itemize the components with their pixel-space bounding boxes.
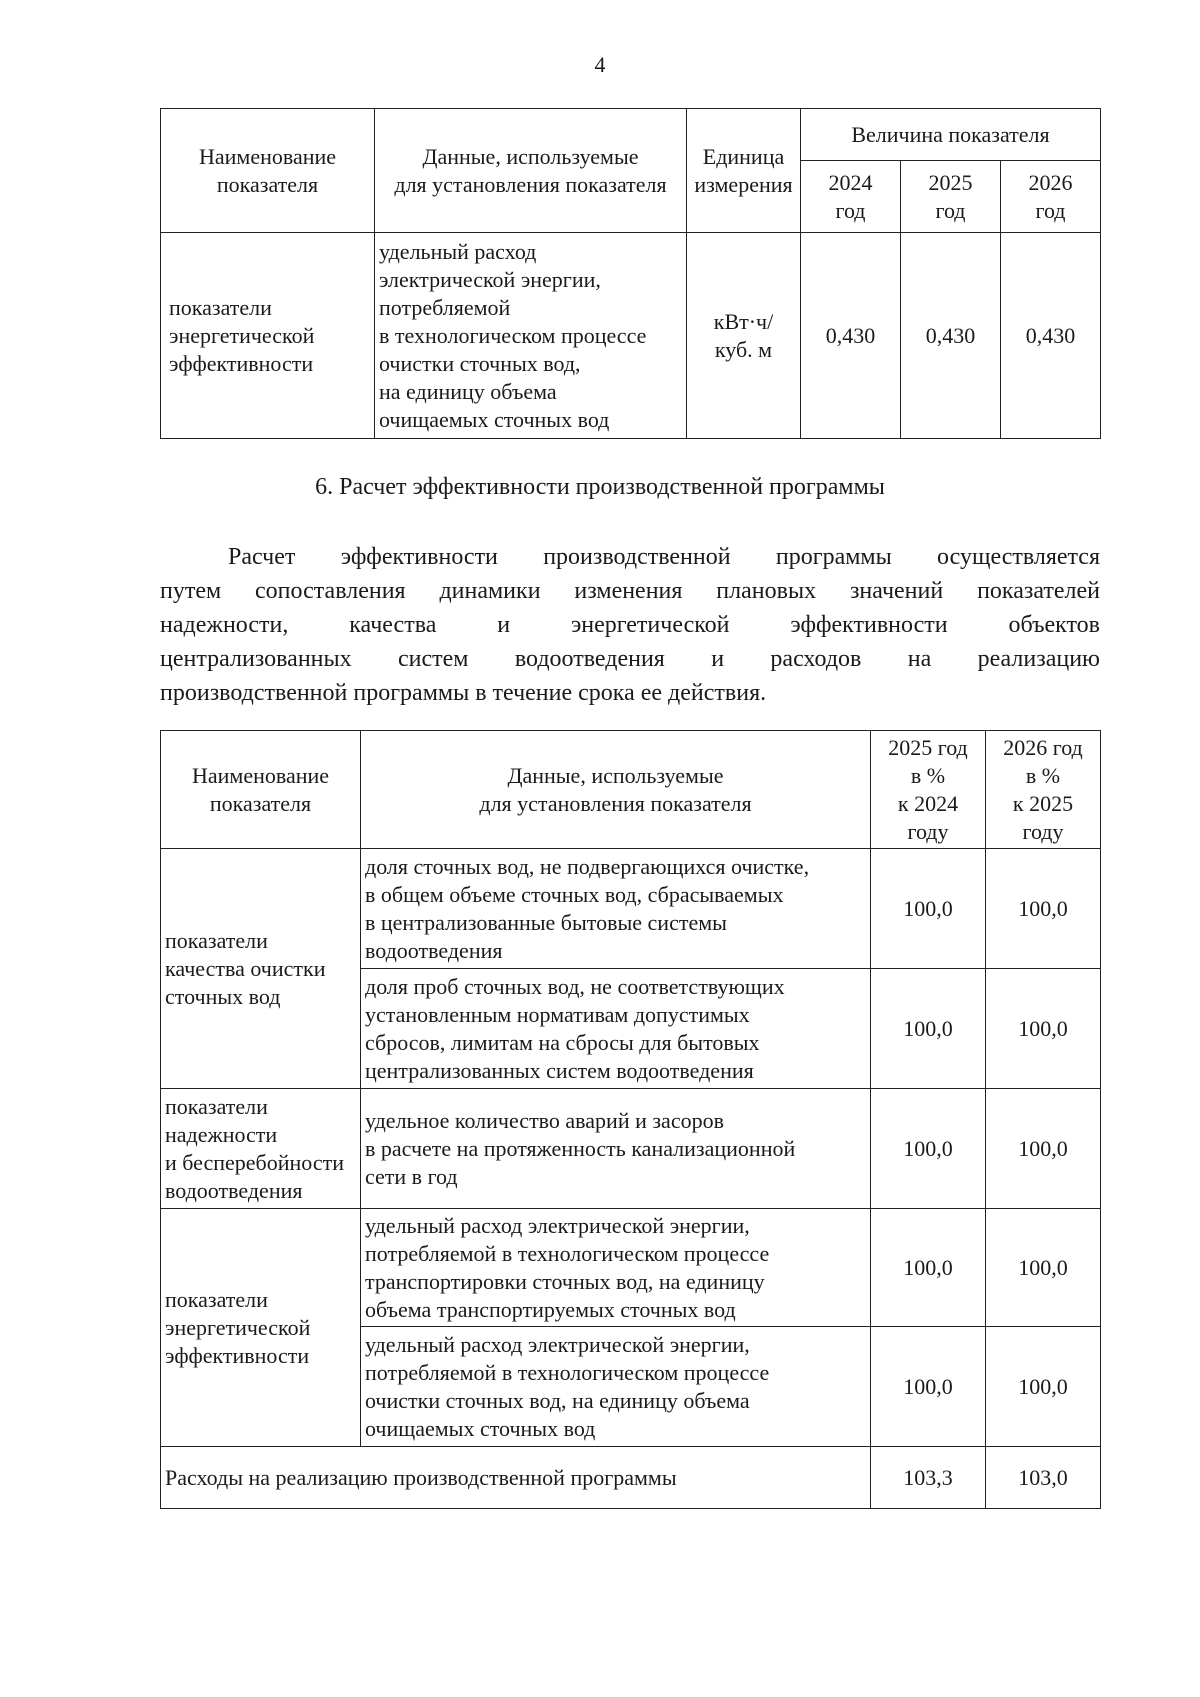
header-year-2025: 2025 год — [901, 161, 1001, 233]
header-indicator-value: Величина показателя — [801, 109, 1101, 161]
total-label: Расходы на реализацию производственной программы — [161, 1447, 871, 1509]
header-2025-vs-2024: 2025 год в % к 2024 году — [871, 731, 986, 849]
value-2025: 100,0 — [871, 849, 986, 969]
row-source-data: удельный расход электрической энергии, потребляемой в технологическом процессе транспортировки сточных вод, на единицу объема транспортируемых сточных вод — [361, 1209, 871, 1327]
value-2026: 100,0 — [986, 1089, 1101, 1209]
group-quality-name: показатели качества очистки сточных вод — [161, 849, 361, 1089]
value-2026: 100,0 — [986, 969, 1101, 1089]
row-source-data: удельный расход электрической энергии, потребляемой в технологическом процессе очистки сточных вод, на единицу объема очищаемых сточных вод — [361, 1327, 871, 1447]
table-row-total — [161, 1447, 1101, 1509]
value-2025: 100,0 — [871, 1209, 986, 1327]
header-year-2024: 2024 год — [801, 161, 901, 233]
value-2025: 100,0 — [871, 969, 986, 1089]
row-source-data: доля проб сточных вод, не соответствующих установленным нормативам допустимых сбросов, лимитам на сбросы для бытовых централизованных систем водоотведения — [361, 969, 871, 1089]
program-efficiency-table — [160, 730, 1101, 1509]
value-2026: 100,0 — [986, 1327, 1101, 1447]
section-heading: 6. Расчет эффективности производственной программы — [315, 474, 885, 500]
header-source-data: Данные, используемые для установления показателя — [361, 731, 871, 849]
header-indicator-name: Наименование показателя — [161, 731, 361, 849]
value-2025: 100,0 — [871, 1089, 986, 1209]
group-reliability-name: показатели надежности и бесперебойности водоотведения — [161, 1089, 361, 1209]
value-2024: 0,430 — [801, 233, 901, 439]
header-year-2026: 2026 год — [1001, 161, 1101, 233]
value-2026: 100,0 — [986, 849, 1101, 969]
header-unit: Единица измерения — [687, 109, 801, 233]
table-row — [161, 1209, 1101, 1327]
table-row — [161, 1089, 1101, 1209]
section-paragraph: Расчет эффективности производственной программы осуществляется путем сопоставления динамики изменения плановых значений показателей надежности, качества и энергетической эффективности объектов централизованных систем водоотведения и расходов на реализацию производственной программы в течение срока ее действия. — [160, 544, 1100, 706]
row-source-data: удельное количество аварий и засоров в расчете на протяженность канализационной сети в год — [361, 1089, 871, 1209]
value-2026: 100,0 — [986, 1209, 1101, 1327]
value-2025: 103,3 — [871, 1447, 986, 1509]
indicator-name: показатели энергетической эффективности — [161, 233, 375, 439]
header-source-data: Данные, используемые для установления показателя — [375, 109, 687, 233]
header-indicator-name: Наименование показателя — [161, 109, 375, 233]
value-2026: 103,0 — [986, 1447, 1101, 1509]
header-2026-vs-2025: 2026 год в % к 2025 году — [986, 731, 1101, 849]
indicator-source-data: удельный расход электрической энергии, потребляемой в технологическом процессе очистки сточных вод, на единицу объема очищаемых сточных вод — [375, 233, 687, 439]
indicator-unit: кВт·ч/ куб. м — [687, 233, 801, 439]
energy-efficiency-table — [160, 108, 1101, 439]
value-2025: 100,0 — [871, 1327, 986, 1447]
group-energy-name: показатели энергетической эффективности — [161, 1209, 361, 1447]
row-source-data: доля сточных вод, не подвергающихся очистке, в общем объеме сточных вод, сбрасываемых в централизованные бытовые системы водоотведения — [361, 849, 871, 969]
table-row — [161, 849, 1101, 969]
value-2026: 0,430 — [1001, 233, 1101, 439]
page-number: 4 — [594, 52, 606, 77]
table-row — [161, 233, 1101, 439]
value-2025: 0,430 — [901, 233, 1001, 439]
